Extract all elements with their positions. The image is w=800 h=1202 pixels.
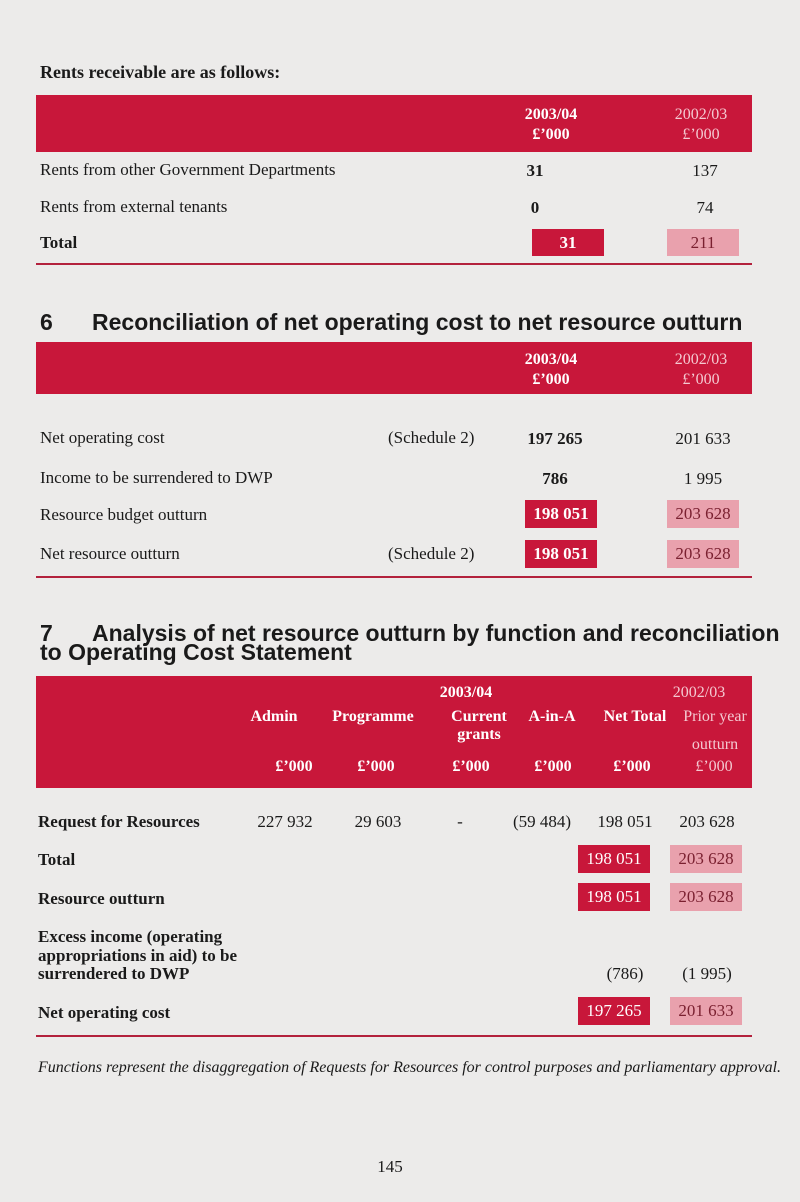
rents-row-cur: 31: [526, 161, 544, 180]
rents-cur-unit: £’000: [532, 126, 570, 143]
section7-request-label: Request for Resources: [38, 812, 200, 831]
rents-total-cur: 31: [532, 229, 604, 256]
rents-prev-unit: £’000: [682, 126, 720, 143]
rents-row-prev: 74: [696, 198, 714, 217]
section7-unit: £’000: [452, 758, 490, 775]
section6-row-prev: 201 633: [675, 429, 731, 448]
section7-request-grants: -: [457, 812, 463, 831]
section7-total-prior: 203 628: [670, 845, 742, 873]
section7-cur-year: 2003/04: [439, 684, 493, 701]
section7-unit: £’000: [275, 758, 313, 775]
section6-title: Reconciliation of net operating cost to net resource outturn: [92, 309, 743, 335]
section7-excess-label-3: surrendered to DWP: [38, 964, 190, 983]
rents-cur-year: 2003/04: [524, 106, 578, 123]
section7-total-label: Total: [38, 850, 76, 869]
section7-resource-outturn-net-total: 198 051: [578, 883, 650, 911]
rents-prev-year: 2002/03: [674, 106, 728, 123]
section7-unit: £’000: [695, 758, 733, 775]
section7-net-operating-label: Net operating cost: [38, 1003, 171, 1022]
section7-col-net-total: Net Total: [603, 708, 667, 725]
section7-col-admin: Admin: [250, 708, 298, 725]
section7-col-grants: Current grants: [451, 708, 507, 743]
section7-col-aina: A-in-A: [528, 708, 576, 725]
section7-number: 7: [40, 620, 53, 646]
section7-total-net-total: 198 051: [578, 845, 650, 873]
section6-row-cur: 198 051: [525, 540, 597, 568]
section7-unit: £’000: [534, 758, 572, 775]
section7-prior-label-2: outturn: [691, 736, 739, 753]
section7-resource-outturn-prior: 203 628: [670, 883, 742, 911]
page-number: 145: [377, 1157, 403, 1176]
section6-row-label: Net operating cost: [40, 428, 165, 447]
section7-excess-net-total: (786): [606, 964, 644, 983]
section6-row-prev: 203 628: [667, 500, 739, 528]
section7-title-line2: to Operating Cost Statement: [40, 639, 352, 665]
section6-prev-unit: £’000: [682, 371, 720, 388]
rents-total-label: Total: [40, 233, 78, 252]
section7-resource-outturn-label: Resource outturn: [38, 889, 165, 908]
section7-header-band: [36, 676, 752, 788]
section7-request-admin: 227 932: [257, 812, 313, 831]
section6-row-prev: 203 628: [667, 540, 739, 568]
section6-row-cur: 198 051: [525, 500, 597, 528]
section7-excess-label-1: Excess income (operating: [38, 927, 223, 946]
section7-footnote: Functions represent the disaggregation of Requests for Resources for control purposes and parliamentary approval.: [38, 1059, 782, 1076]
intro-text: Rents receivable are as follows:: [40, 62, 281, 82]
rents-row-cur: 0: [530, 198, 540, 217]
section6-header-band: [36, 342, 752, 394]
section7-request-programme: 29 603: [354, 812, 402, 831]
section6-row-note: (Schedule 2): [388, 428, 475, 447]
section6-row-label: Income to be surrendered to DWP: [40, 468, 273, 487]
section6-number: 6: [40, 309, 53, 335]
rents-rule: [36, 263, 752, 265]
rents-row-prev: 137: [692, 161, 718, 180]
section7-unit: £’000: [613, 758, 651, 775]
section6-row-prev: 1 995: [683, 469, 723, 488]
section6-row-cur: 197 265: [527, 429, 583, 448]
section7-request-prior: 203 628: [679, 812, 735, 831]
section6-row-label: Resource budget outturn: [40, 505, 208, 524]
rents-header-band: [36, 95, 752, 152]
rents-row-label: Rents from external tenants: [40, 197, 228, 216]
section7-col-programme: Programme: [332, 708, 414, 725]
section7-prev-year: 2002/03: [672, 684, 726, 701]
section7-unit: £’000: [357, 758, 395, 775]
section6-rule: [36, 576, 752, 578]
section7-request-aina: (59 484): [512, 812, 572, 831]
section7-prior-label-1: Prior year: [683, 708, 747, 725]
section7-rule: [36, 1035, 752, 1037]
section6-cur-unit: £’000: [532, 371, 570, 388]
section6-row-note: (Schedule 2): [388, 544, 475, 563]
rents-row-label: Rents from other Government Departments: [40, 160, 336, 179]
section7-net-operating-net-total: 197 265: [578, 997, 650, 1025]
section7-excess-prior: (1 995): [682, 964, 732, 983]
section6-prev-year: 2002/03: [674, 351, 728, 368]
section7-title-line1: Analysis of net resource outturn by function and reconciliation: [92, 620, 780, 646]
section6-row-cur: 786: [542, 469, 568, 488]
rents-total-prev: 211: [667, 229, 739, 256]
section7-request-net-total: 198 051: [597, 812, 653, 831]
section6-row-label: Net resource outturn: [40, 544, 180, 563]
section7-net-operating-prior: 201 633: [670, 997, 742, 1025]
section6-cur-year: 2003/04: [524, 351, 578, 368]
section7-excess-label-2: appropriations in aid) to be: [38, 946, 238, 965]
